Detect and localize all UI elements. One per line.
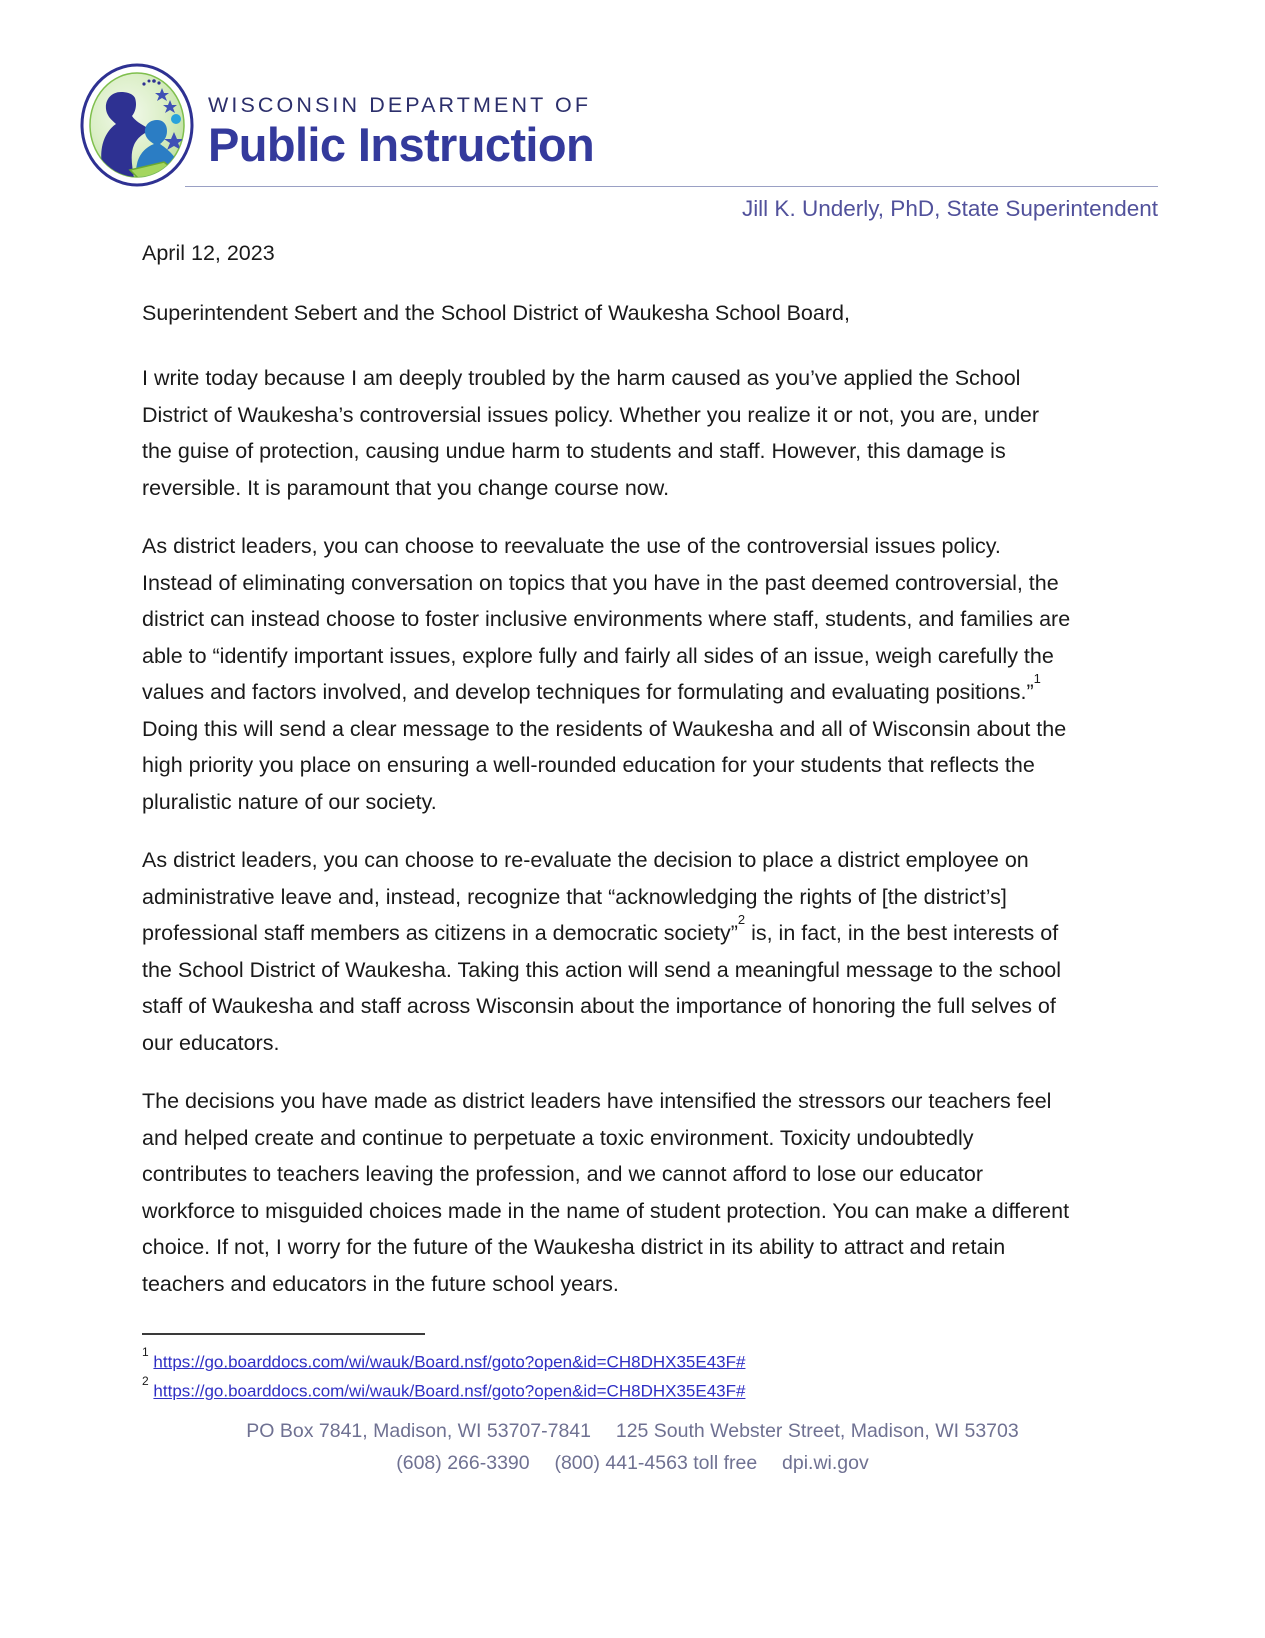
footnote-2-marker: 2 — [142, 1374, 149, 1389]
paragraph-4-text: The decisions you have made as district leaders have intensified the stressors our teachers feel and helped create and continue to perpetuate a toxic environment. Toxicity undoubtedly contributes to teachers leaving the profession, and we cannot afford to lose our educator workforce to misguided choices made in the name of student protection. You can make a different choice. If not, I worry for the future of the Waukesha district in its ability to attract and retain teachers and educators in the future school years. — [142, 1089, 1070, 1296]
paragraph-2-text-after: Doing this will send a clear message to the residents of Waukesha and all of Wisconsin about the high priority you place on ensuring a well-rounded education for your students that reflects the pluralistic nature of our society. — [142, 716, 1067, 814]
footnote-2 — [142, 1374, 1074, 1404]
wisconsin-dpi-seal-icon — [78, 62, 196, 188]
footnote-1-link[interactable]: https://go.boarddocs.com/wi/wauk/Board.nsf/goto?open&id=CH8DHX35E43F# — [153, 1352, 746, 1372]
footer-phone-toll-free: (800) 441-4563 toll free — [554, 1452, 758, 1474]
paragraph-3-text-before: As district leaders, you can choose to re-evaluate the decision to place a district employee on administrative leave and, instead, recognize that “acknowledging the rights of [the district’s] professional staff members as citizens in a democratic society” — [142, 848, 1029, 945]
wordmark-line-1: WISCONSIN DEPARTMENT OF — [208, 93, 592, 117]
footnotes — [142, 1333, 1074, 1404]
footer-website: dpi.wi.gov — [782, 1452, 869, 1474]
footer-contact-line — [0, 1447, 1265, 1479]
wordmark-line-2: Public Instruction — [208, 117, 595, 171]
dpi-wordmark — [208, 95, 594, 169]
letterhead — [78, 62, 1158, 197]
paragraph-4 — [142, 1083, 1074, 1302]
footnote-ref-1[interactable]: 1 — [1033, 670, 1041, 686]
paragraph-3 — [142, 842, 1074, 1061]
footer-address-line — [0, 1415, 1265, 1447]
footnote-1 — [142, 1345, 1074, 1375]
letter-date: April 12, 2023 — [142, 241, 275, 265]
state-superintendent-name: Jill K. Underly, PhD, State Superintendent — [741, 196, 1158, 221]
footer-po-box: PO Box 7841, Madison, WI 53707-7841 — [246, 1420, 591, 1442]
footnote-2-link[interactable]: https://go.boarddocs.com/wi/wauk/Board.nsf/goto?open&id=CH8DHX35E43F# — [153, 1381, 746, 1401]
footer-phone-main: (608) 266-3390 — [396, 1452, 530, 1474]
footnote-1-marker: 1 — [142, 1344, 149, 1359]
paragraph-1-text: I write today because I am deeply troubled by the harm caused as you’ve applied the School District of Waukesha’s controversial issues policy. Whether you realize it or not, you are, under the guise of protection, causing undue harm to students and staff. However, this damage is reversible. It is paramount that you change course now. — [142, 366, 1040, 500]
letter-salutation: Superintendent Sebert and the School District of Waukesha School Board, — [142, 300, 850, 325]
letter-body — [142, 243, 1074, 1324]
paragraph-2-text-before: As district leaders, you can choose to reevaluate the use of the controversial issues policy. Instead of eliminating conversation on topics that you have in the past deemed controversial, the district can instead choose to foster inclusive environments where staff, students, and families are able to “identify important issues, explore fully and fairly all sides of an issue, weigh carefully the values and factors involved, and develop techniques for formulating and evaluating positions.” — [142, 534, 1071, 704]
paragraph-2 — [142, 528, 1074, 820]
footer-street-address: 125 South Webster Street, Madison, WI 53703 — [615, 1420, 1019, 1442]
paragraph-3-text-after: is, in fact, in the best interests of the School District of Waukesha. Taking this action will send a meaningful message to the school staff of Waukesha and staff across Wisconsin about the importance of honoring the full selves of our educators. — [142, 921, 1062, 1055]
footnote-ref-2[interactable]: 2 — [737, 911, 746, 927]
header-divider — [185, 186, 1158, 187]
page-footer — [0, 1415, 1265, 1479]
footnote-separator-rule — [142, 1333, 425, 1335]
paragraph-1 — [142, 360, 1074, 506]
